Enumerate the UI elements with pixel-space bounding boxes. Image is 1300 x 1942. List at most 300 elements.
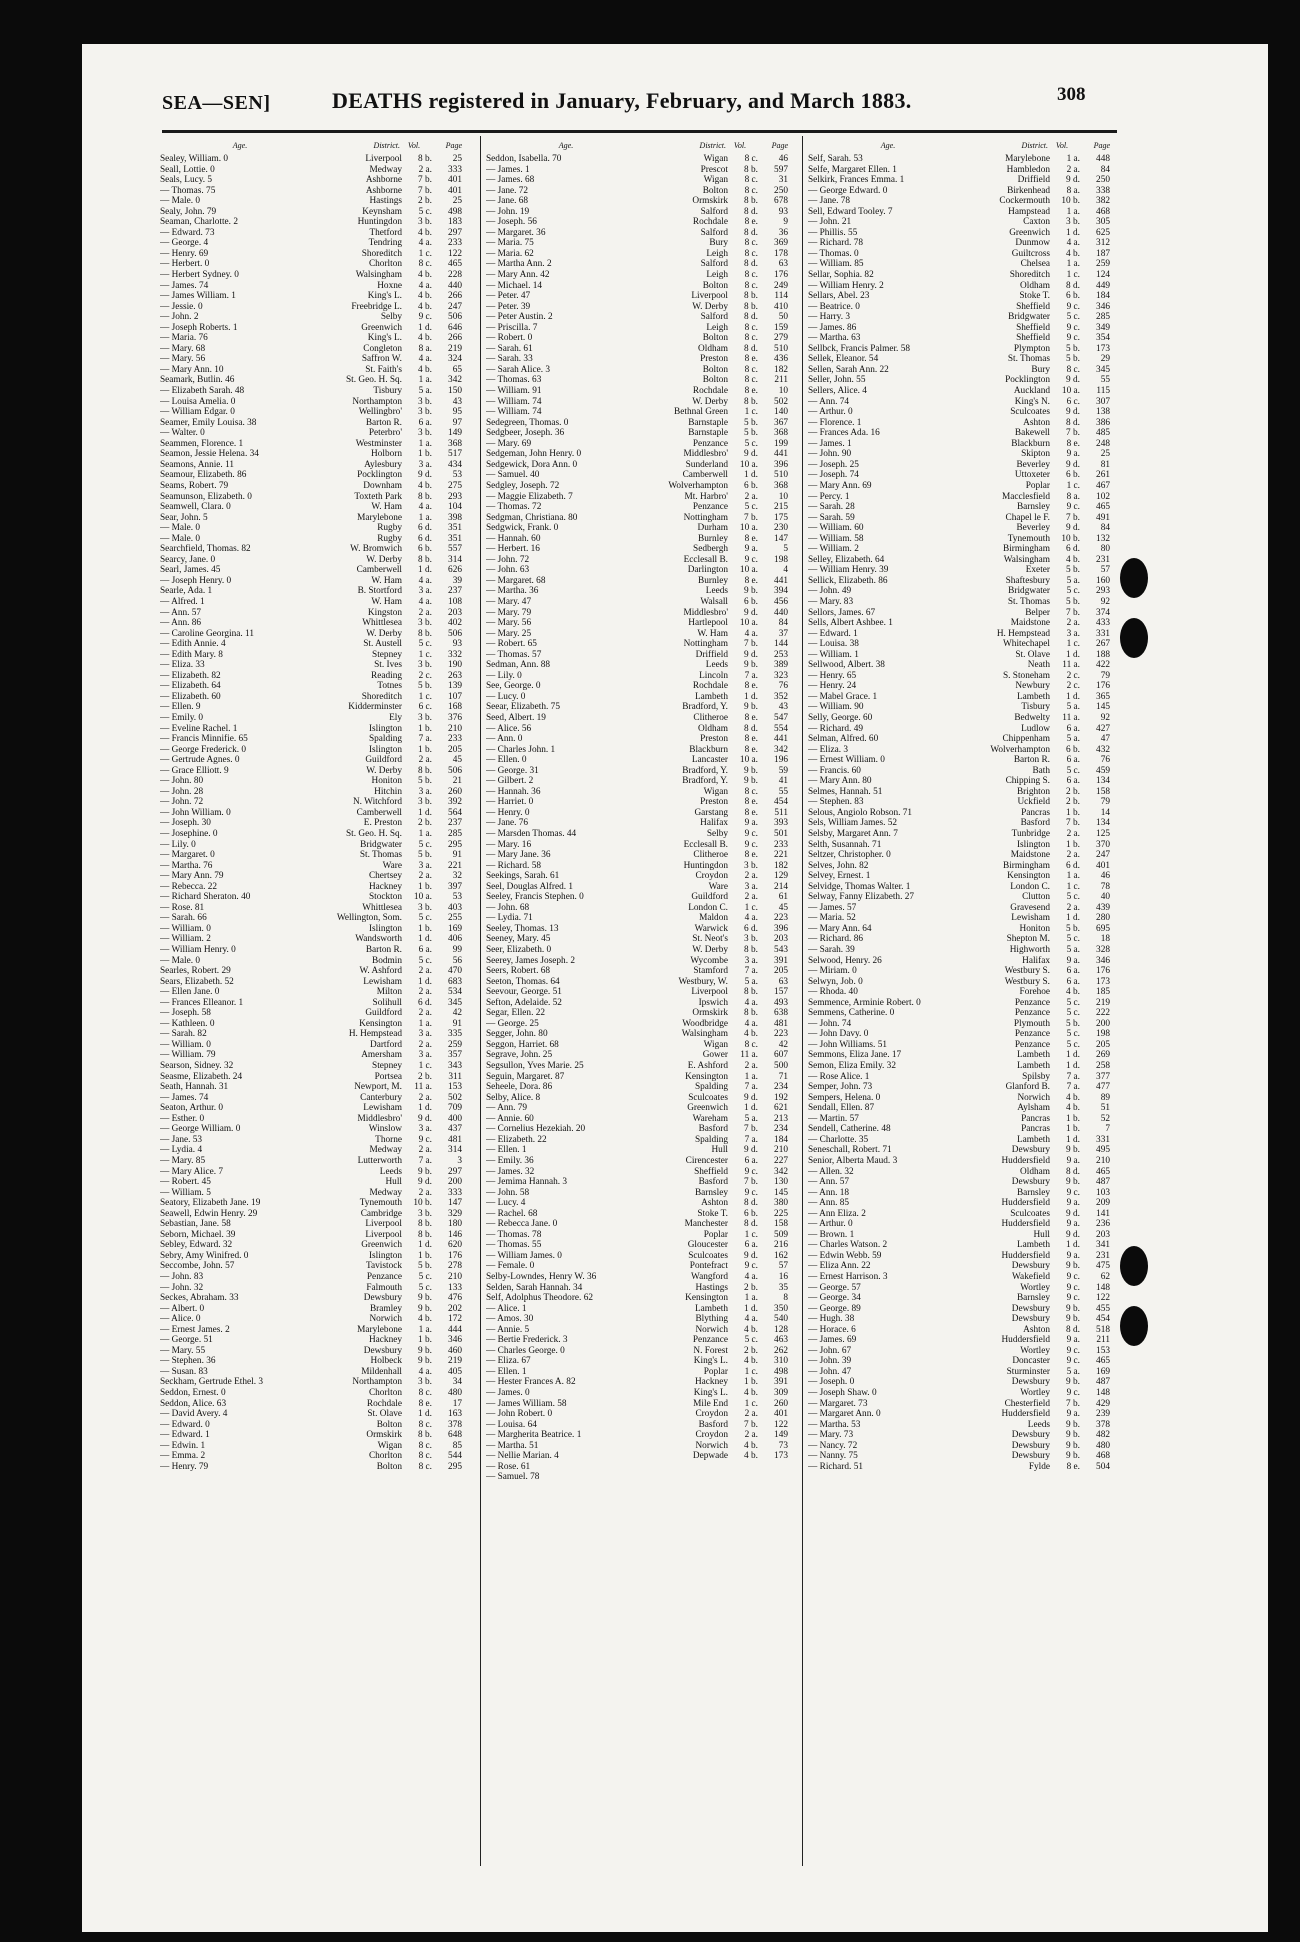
entry-volume: 3 a. [418,1029,432,1040]
entry-name: — Margaret. 73 [808,1398,868,1409]
register-entry [486,449,788,460]
entry-page: 310 [774,1356,788,1367]
entry-district: Spalding [694,1082,728,1093]
entry-volume: 2 a. [418,1187,432,1198]
entry-district: Sculcoates [688,1092,728,1103]
entry-page: 8 [783,1293,788,1304]
entry-volume: 8 b. [418,554,432,565]
register-entry [486,1240,788,1251]
entry-name: — Rachel. 68 [486,1208,538,1219]
entry-district: Stockton [368,892,402,903]
entry-name: Seckham, Gertrude Ethel. 3 [160,1377,264,1388]
entry-name: — Mary Ann. 79 [160,871,224,882]
entry-page: 130 [774,1177,788,1188]
entry-page: 378 [1096,1419,1110,1430]
entry-name: — Eliza. 3 [808,744,849,755]
entry-name: — William. 85 [808,259,864,270]
entry-district: Preston [700,354,728,365]
entry-page: 210 [448,1271,462,1282]
entry-page: 196 [774,755,788,766]
entry-district: Maldon [699,913,728,924]
entry-district: Barnsley [694,1187,728,1198]
register-entry [160,1156,462,1167]
register-entry [808,829,1110,840]
entry-district: Poplar [1025,480,1050,491]
entry-volume: 1 c. [1066,270,1080,281]
entry-volume: 9 c. [1066,1356,1080,1367]
entry-page: 89 [1100,1092,1110,1103]
entry-page: 172 [448,1314,462,1325]
entry-district: Islington [368,744,402,755]
entry-page: 85 [452,1440,462,1451]
entry-district: Penzance [1014,997,1050,1008]
entry-page: 510 [774,470,788,481]
entry-name: — George Edward. 0 [808,185,888,196]
register-entry [160,1072,462,1083]
entry-name: Seams, Robert. 79 [160,480,229,491]
register-entry [160,1304,462,1315]
entry-volume: 9 a. [1066,1198,1080,1209]
entry-page: 92 [1100,712,1110,723]
entry-district: Burnley [698,533,728,544]
register-entry [486,639,788,650]
entry-district: Wortley [1020,1282,1050,1293]
register-entry [160,1040,462,1051]
entry-page: 441 [774,575,788,586]
entry-page: 57 [1100,565,1110,576]
entry-page: 84 [1100,523,1110,534]
entry-name: — John Davy. 0 [808,1029,869,1040]
entry-volume: 9 c. [1066,1345,1080,1356]
entry-name: — Mary Alice. 7 [160,1166,223,1177]
entry-volume: 5 a. [1066,734,1080,745]
register-entry [808,913,1110,924]
entry-district: Dewsbury [1011,1177,1050,1188]
entry-name: — Charles John. 1 [486,744,556,755]
entry-district: Hampstead [1008,206,1050,217]
register-entry [808,808,1110,819]
entry-volume: 9 b. [418,1166,432,1177]
register-entry [160,418,462,429]
entry-name: — John. 83 [160,1271,204,1282]
entry-name: — Margaret. 0 [160,850,215,861]
register-entry [808,1462,1110,1473]
entry-page: 247 [448,301,462,312]
entry-volume: 8 c. [744,175,758,186]
entry-name: — Mary Ann. 69 [808,480,872,491]
entry-page: 448 [1096,154,1110,164]
entry-name: Seckes, Abraham. 33 [160,1293,239,1304]
entry-name: — Sarah. 33 [486,354,533,365]
entry-district: Chorlton [368,259,402,270]
entry-volume: 1 c. [1066,480,1080,491]
entry-name: Sellars, Abel. 23 [808,291,870,302]
register-entry [808,375,1110,386]
entry-volume: 5 c. [744,438,758,449]
entry-district: Pancras [1021,807,1050,818]
entry-volume: 5 c. [744,502,758,513]
entry-page: 398 [448,512,462,523]
register-entry [808,344,1110,355]
entry-page: 329 [448,1208,462,1219]
entry-page: 65 [452,364,462,375]
entry-name: — William. 74 [486,407,542,418]
entry-district: Shoreditch [1009,270,1050,281]
entry-district: Sheffield [694,1166,728,1177]
entry-page: 502 [774,396,788,407]
entry-district: Tynemouth [1007,533,1050,544]
register-entry [486,871,788,882]
entry-name: — Nanny. 75 [808,1451,858,1462]
entry-volume: 5 b. [1066,1018,1080,1029]
entry-volume: 1 a. [1066,206,1080,217]
entry-page: 346 [1096,955,1110,966]
entry-name: Selwyn, Job. 0 [808,976,863,987]
entry-name: — John Williams. 51 [808,1039,887,1050]
entry-page: 441 [774,734,788,745]
register-entry [486,945,788,956]
entry-volume: 9 b. [1066,1440,1080,1451]
register-entry [160,808,462,819]
entry-name: Seerey, James Joseph. 2 [486,955,575,966]
entry-name: — Phillis. 55 [808,227,858,238]
register-entry [160,1219,462,1230]
register-entry [808,1261,1110,1272]
entry-volume: 10 b. [1061,196,1080,207]
entry-district: Ware [382,860,402,871]
entry-name: Seed, Albert. 19 [486,712,546,723]
entry-name: — Elizabeth. 82 [160,670,221,681]
entry-district: Greenwich [1009,227,1050,238]
entry-district: Wangford [691,1271,728,1282]
entry-volume: 7 a. [744,966,758,977]
register-entry [160,681,462,692]
entry-district: Brighton [1016,786,1050,797]
register-entry [486,1335,788,1346]
entry-volume: 2 a. [418,1092,432,1103]
entry-name: Selkirk, Frances Emma. 1 [808,175,905,186]
entry-volume: 5 b. [1066,354,1080,365]
entry-volume: 1 a. [418,1324,432,1335]
entry-district: Beverley [1016,523,1050,534]
entry-district: Tendring [368,238,402,249]
entry-page: 543 [774,945,788,956]
entry-district: Leigh [706,322,728,333]
entry-volume: 8 b. [744,291,758,302]
entry-name: — Joseph. 74 [808,470,859,481]
entry-name: — Lily. 0 [160,839,196,850]
entry-page: 176 [774,270,788,281]
entry-district: Fylde [1028,1461,1050,1472]
register-entry [486,1388,788,1399]
entry-volume: 8 b. [744,987,758,998]
entry-page: 397 [448,881,462,892]
entry-page: 335 [448,1029,462,1040]
register-entry [486,956,788,967]
entry-page: 234 [774,1082,788,1093]
entry-name: — Francis. 60 [808,765,861,776]
entry-volume: 9 a. [1066,1335,1080,1346]
entry-page: 132 [1096,533,1110,544]
entry-page: 153 [1096,1345,1110,1356]
register-entry [808,439,1110,450]
register-entry [486,913,788,924]
entry-district: Dewsbury [1011,1451,1050,1462]
register-entry [160,1082,462,1093]
entry-district: E. Ashford [687,1061,728,1072]
entry-volume: 7 b. [744,1177,758,1188]
entry-name: — Richard. 51 [808,1461,863,1472]
entry-district: W. Derby [692,945,728,956]
entry-district: Canterbury [360,1092,402,1103]
register-entry [808,618,1110,629]
register-entry [486,776,788,787]
entry-volume: 4 a. [744,1018,758,1029]
entry-page: 365 [1096,691,1110,702]
entry-volume: 7 b. [418,185,432,196]
entry-district: Dewsbury [1011,1145,1050,1156]
entry-page: 491 [1096,512,1110,523]
entry-district: Birkenhead [1007,185,1050,196]
entry-name: — Hannah. 60 [486,533,541,544]
entry-name: Sellors, James. 67 [808,607,876,618]
entry-page: 134 [1096,776,1110,787]
entry-volume: 9 b. [1066,1377,1080,1388]
entry-name: Seamwell, Clara. 0 [160,502,231,513]
register-entry [486,1008,788,1019]
entry-page: 266 [448,333,462,344]
entry-volume: 3 b. [418,407,432,418]
entry-volume: 6 d. [418,533,432,544]
register-entry [808,1293,1110,1304]
register-entry [486,228,788,239]
entry-volume: 3 b. [418,428,432,439]
entry-district: Dewsbury [363,1293,402,1304]
register-entry [808,850,1110,861]
register-entry [486,397,788,408]
entry-volume: 6 d. [418,523,432,534]
register-entry [486,934,788,945]
entry-page: 81 [1100,459,1110,470]
entry-district: Chippenham [1002,734,1050,745]
register-entry [486,534,788,545]
entry-district: Barnsley [1016,502,1050,513]
entry-page: 544 [448,1451,462,1462]
entry-name: — Henry. 24 [808,681,857,692]
entry-name: — James. 0 [486,1387,530,1398]
entry-name: — Alice. 0 [160,1314,201,1325]
register-entry [808,165,1110,176]
entry-district: Shepton M. [1006,934,1050,945]
entry-name: Seers, Robert. 68 [486,966,551,977]
register-entry [160,597,462,608]
entry-page: 115 [1096,386,1110,397]
entry-volume: 3 b. [418,1377,432,1388]
register-entry [486,903,788,914]
entry-district: Huntingdon [683,860,728,871]
entry-page: 396 [774,923,788,934]
entry-name: Seeney, Mary. 45 [486,934,551,945]
register-entry [808,291,1110,302]
entry-name: — Herbert. 0 [160,259,210,270]
entry-name: — Emily. 36 [486,1155,534,1166]
entry-district: Chelsea [1020,259,1050,270]
entry-volume: 1 d. [418,565,432,576]
entry-district: Pancras [1021,1113,1050,1124]
register-entry [808,776,1110,787]
entry-name: Sedgeman, John Henry. 0 [486,449,582,460]
register-entry [160,1135,462,1146]
entry-volume: 3 b. [418,618,432,629]
entry-district: Lambeth [694,691,728,702]
entry-page: 678 [774,196,788,207]
entry-district: Salford [700,227,728,238]
entry-page: 402 [448,618,462,629]
entry-district: Garstang [694,807,728,818]
register-entry [160,766,462,777]
entry-district: Maidstone [1010,618,1050,629]
entry-volume: 6 a. [418,417,432,428]
entry-volume: 8 c. [418,1461,432,1472]
register-entry [808,934,1110,945]
entry-name: — Jane. 68 [486,196,529,207]
entry-volume: 8 d. [1066,1324,1080,1335]
entry-volume: 8 c. [744,1039,758,1050]
entry-name: Seeley, Francis Stephen. 0 [486,892,584,903]
entry-district: Liverpool [365,1229,402,1240]
entry-page: 7 [1105,1124,1110,1135]
entry-district: Wolverhampton [990,744,1050,755]
entry-volume: 10 a. [1061,386,1080,397]
entry-volume: 8 b. [418,628,432,639]
entry-district: Uckfield [1017,797,1050,808]
entry-volume: 7 a. [744,1082,758,1093]
entry-district: Hackney [368,881,402,892]
register-entry [160,565,462,576]
register-entry [160,1124,462,1135]
entry-district: Salford [700,206,728,217]
entry-page: 93 [452,639,462,650]
register-entry [486,1209,788,1220]
entry-page [758,1472,788,1483]
register-entry [486,270,788,281]
register-entry [486,745,788,756]
register-entry [160,618,462,629]
entry-district: Gower [702,1050,728,1061]
entry-district: Holborn [371,449,402,460]
entry-page: 506 [448,312,462,323]
register-entry [808,1388,1110,1399]
register-entry [808,1177,1110,1188]
register-entry [160,1261,462,1272]
entry-name: — George. 25 [486,1018,539,1029]
entry-district: Liverpool [365,154,402,164]
register-entry [486,671,788,682]
entry-page: 145 [774,1187,788,1198]
entry-district: Ormskirk [366,1430,402,1441]
entry-page: 199 [774,438,788,449]
entry-volume: 9 b. [418,1293,432,1304]
entry-name: — Charles George. 0 [486,1345,565,1356]
entry-volume: 6 b. [744,1208,758,1219]
entry-page: 92 [1100,596,1110,607]
entry-name: — William Henry. 0 [160,945,236,956]
entry-name: Seltzer, Christopher. 0 [808,850,891,861]
entry-volume: 9 c. [1066,1271,1080,1282]
entry-district: Halifax [700,818,728,829]
entry-volume: 1 b. [1066,1124,1080,1135]
entry-district: Marylebone [357,512,402,523]
entry-page: 99 [452,945,462,956]
entry-district: Ormskirk [692,196,728,207]
entry-page: 396 [774,459,788,470]
entry-volume: 9 d. [418,470,432,481]
entry-page: 148 [1096,1282,1110,1293]
entry-district: St. Austell [363,639,402,650]
entry-name: — Miriam. 0 [808,966,857,977]
register-entry [160,787,462,798]
entry-volume: 4 b. [418,301,432,312]
entry-volume: 4 a. [1066,238,1080,249]
entry-district: Tynemouth [359,1198,402,1209]
entry-name: — Stephen. 36 [160,1356,216,1367]
register-entry [160,1240,462,1251]
entry-name: — Rebecca. 22 [160,881,218,892]
entry-volume: 5 b. [744,428,758,439]
entry-page: 46 [1100,871,1110,882]
entry-district: Reading [371,670,402,681]
entry-volume: 8 b. [418,1430,432,1441]
entry-volume: 5 c. [1066,997,1080,1008]
entry-name: — William. 0 [160,923,211,934]
register-entry [160,312,462,323]
entry-district: Kensington [685,1293,728,1304]
entry-page [758,1462,788,1473]
entry-district: Tisbury [373,386,402,397]
entry-name: — Hannah. 36 [486,786,541,797]
register-entry [808,196,1110,207]
entry-district: Lambeth [1016,1050,1050,1061]
entry-district: Norwich [695,1324,728,1335]
entry-district: Rochdale [366,1398,402,1409]
heading-age: Age. [880,141,896,151]
register-entry [486,1019,788,1030]
entry-page: 168 [448,702,462,713]
entry-volume: 9 c. [744,829,758,839]
entry-name: — Male. 0 [160,533,201,544]
entry-volume: 8 e. [744,533,758,544]
entry-volume: 9 c. [1066,1187,1080,1198]
entry-page: 5 [783,544,788,555]
register-entry [808,1188,1110,1199]
entry-page: 236 [1096,1219,1110,1230]
entry-name: Selwood, Henry. 26 [808,955,882,966]
register-entry [486,660,788,671]
register-entry [160,259,462,270]
entry-volume: 8 e. [744,386,758,397]
entry-district: Penzance [692,1335,728,1346]
entry-page: 10 [778,386,788,397]
register-entry [808,639,1110,650]
entry-page: 369 [774,238,788,249]
register-entry [486,650,788,661]
entry-district: Mt. Harbro' [684,491,728,502]
entry-volume: 1 d. [744,470,758,481]
entry-district: Islington [1016,839,1050,850]
entry-district: Ormskirk [692,1008,728,1019]
entry-name: Seamer, Emily Louisa. 38 [160,417,257,428]
entry-volume: 9 b. [1066,1303,1080,1314]
